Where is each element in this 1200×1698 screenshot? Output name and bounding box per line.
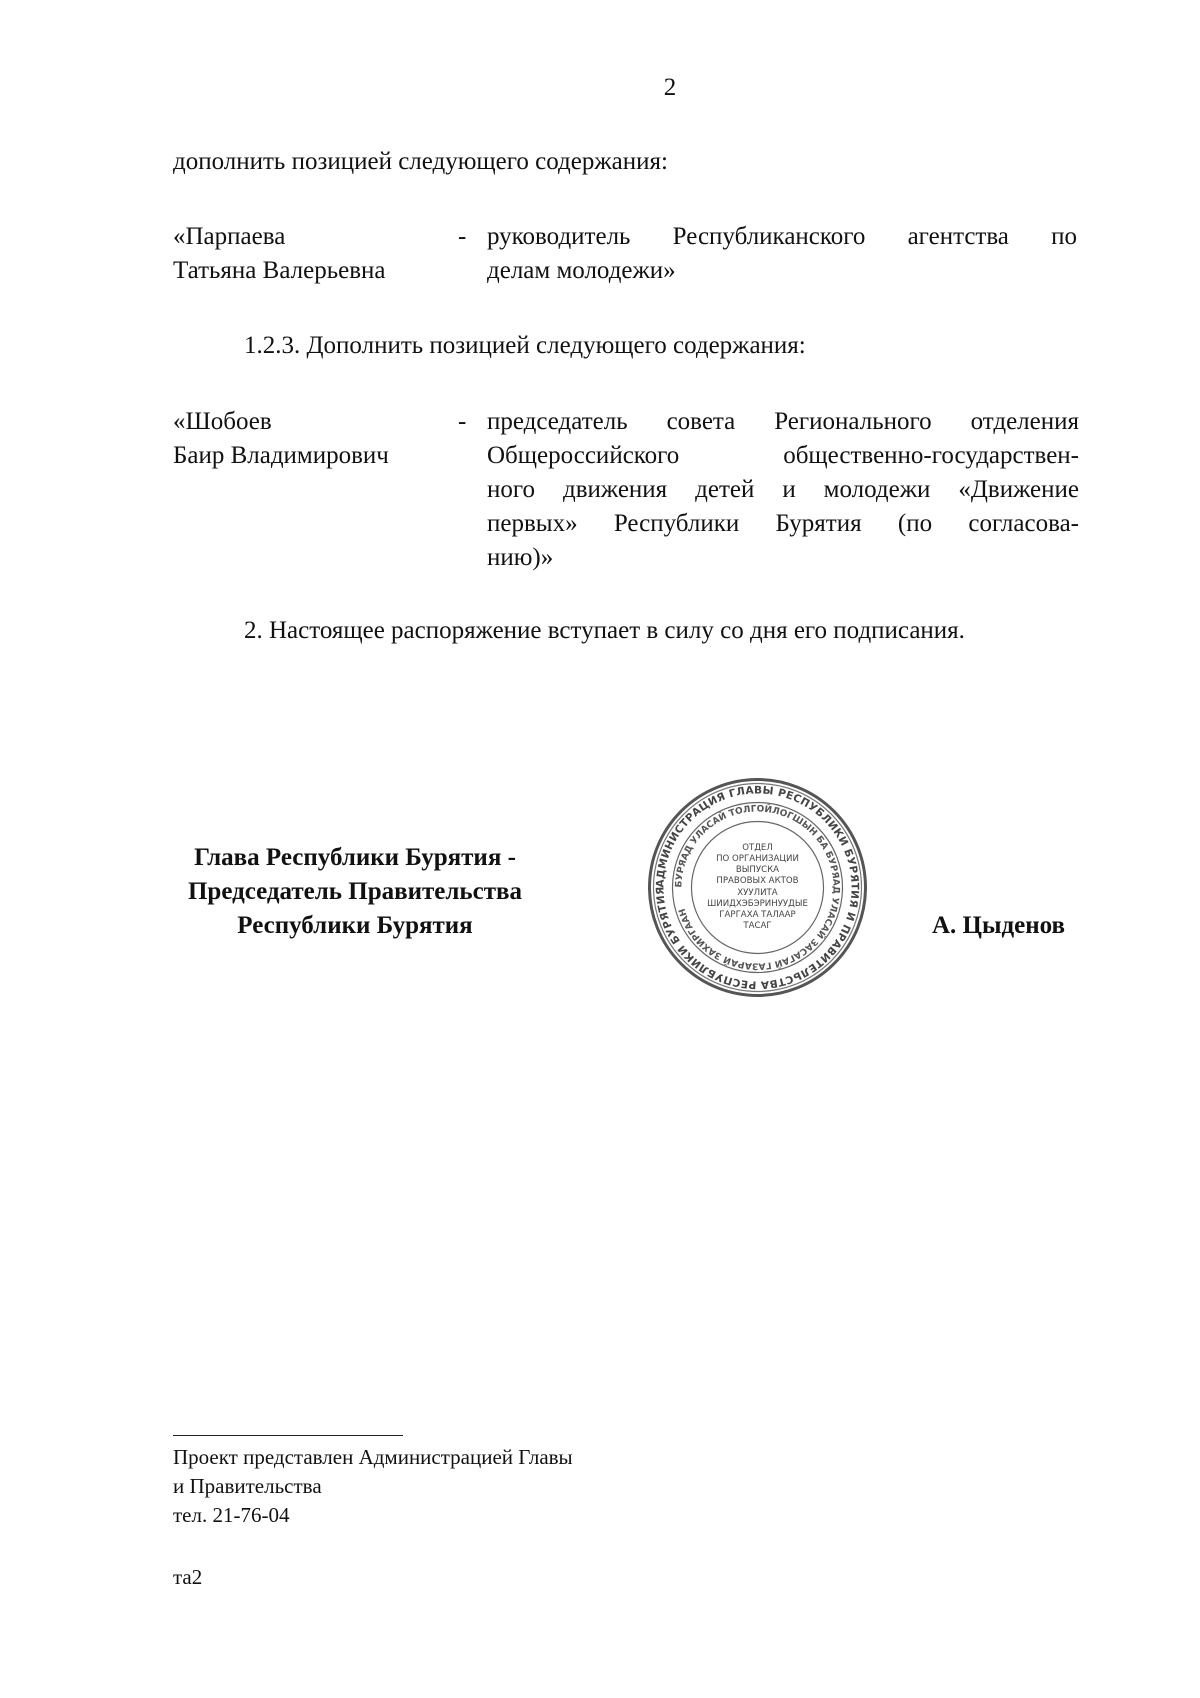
- item-1-2-3: 1.2.3. Дополнить позицией следующего содержания:: [244, 332, 806, 359]
- entry2-desc-line3: ного движения детей и молодежи «Движение: [487, 476, 1079, 503]
- seal-center-line6: ШИИДХЭБЭРИНУУДЫЕ: [707, 899, 808, 909]
- seal-center-line7: ГАРГАХА ТАЛААР: [719, 910, 796, 920]
- seal-center-line8: ТАСАГ: [743, 921, 772, 931]
- entry1-desc-line1: руководитель Республиканского агентства по: [487, 223, 1077, 250]
- signature-title-line3: Республики Бурятия: [237, 912, 473, 939]
- entry1-desc-line2: делам молодежи»: [487, 257, 676, 284]
- seal-center-line1: ОТДЕЛ: [742, 843, 773, 853]
- seal-center-line5: ХУУЛИТА: [737, 888, 778, 898]
- entry2-desc-line5: нию)»: [487, 544, 554, 571]
- footer-phone: тел. 21-76-04: [173, 1503, 290, 1527]
- item-2: 2. Настоящее распоряжение вступает в силу со дня его подписания.: [244, 617, 965, 644]
- svg-text:БУРЯАД УЛАСАЙ ТОЛГОЙЛОГШЫН БА: [674, 803, 840, 971]
- entry2-dash: -: [458, 408, 467, 435]
- official-seal: [645, 775, 870, 1000]
- entry2-desc-line4: первых» Республики Бурятия (по согласова-: [487, 510, 1079, 537]
- signatory-name: А. Цыденов: [932, 912, 1066, 939]
- entry2-name-line2: Баир Владимирович: [173, 442, 389, 469]
- intro-text: дополнить позицией следующего содержания:: [173, 148, 668, 175]
- entry2-desc-line2: Общероссийского общественно-государствен-: [487, 442, 1079, 469]
- footer-code: та2: [173, 1565, 203, 1589]
- page-number: 2: [663, 74, 677, 101]
- seal-center-line3: ВЫПУСКА: [735, 865, 780, 875]
- footer-line2: и Правительства: [173, 1474, 322, 1498]
- seal-outer-text: АДМИНИСТРАЦИЯ ГЛАВЫ РЕСПУБЛИКИ БУРЯТИЯ И ПРАВИТЕЛЬСТВА РЕСПУБЛИКИ БУРЯТИЯ: [654, 784, 861, 991]
- entry2-name-line1: «Шобоев: [173, 408, 272, 435]
- seal-center-line2: ПО ОРГАНИЗАЦИИ: [716, 854, 799, 864]
- entry1-name-line1: «Парпаева: [173, 223, 286, 250]
- entry2-desc-line1: председатель совета Регионального отделения: [487, 408, 1079, 435]
- seal-inner-text: БУРЯАД УЛАСАЙ ТОЛГОЙЛОГШЫН БА БУРЯАД УЛАСАЙ ЗАСАГАЙ ГАЗАРАЙ ЗАХИРГААН: [674, 804, 841, 971]
- signature-title-line1: Глава Республики Бурятия -: [194, 844, 516, 871]
- footer-line1: Проект представлен Администрацией Главы: [173, 1445, 573, 1469]
- signature-title-line2: Председатель Правительства: [187, 878, 523, 905]
- footer-divider: [173, 1435, 403, 1436]
- entry1-dash: -: [458, 223, 467, 250]
- seal-center-line4: ПРАВОВЫХ АКТОВ: [716, 876, 799, 886]
- entry1-name-line2: Татьяна Валерьевна: [173, 257, 386, 284]
